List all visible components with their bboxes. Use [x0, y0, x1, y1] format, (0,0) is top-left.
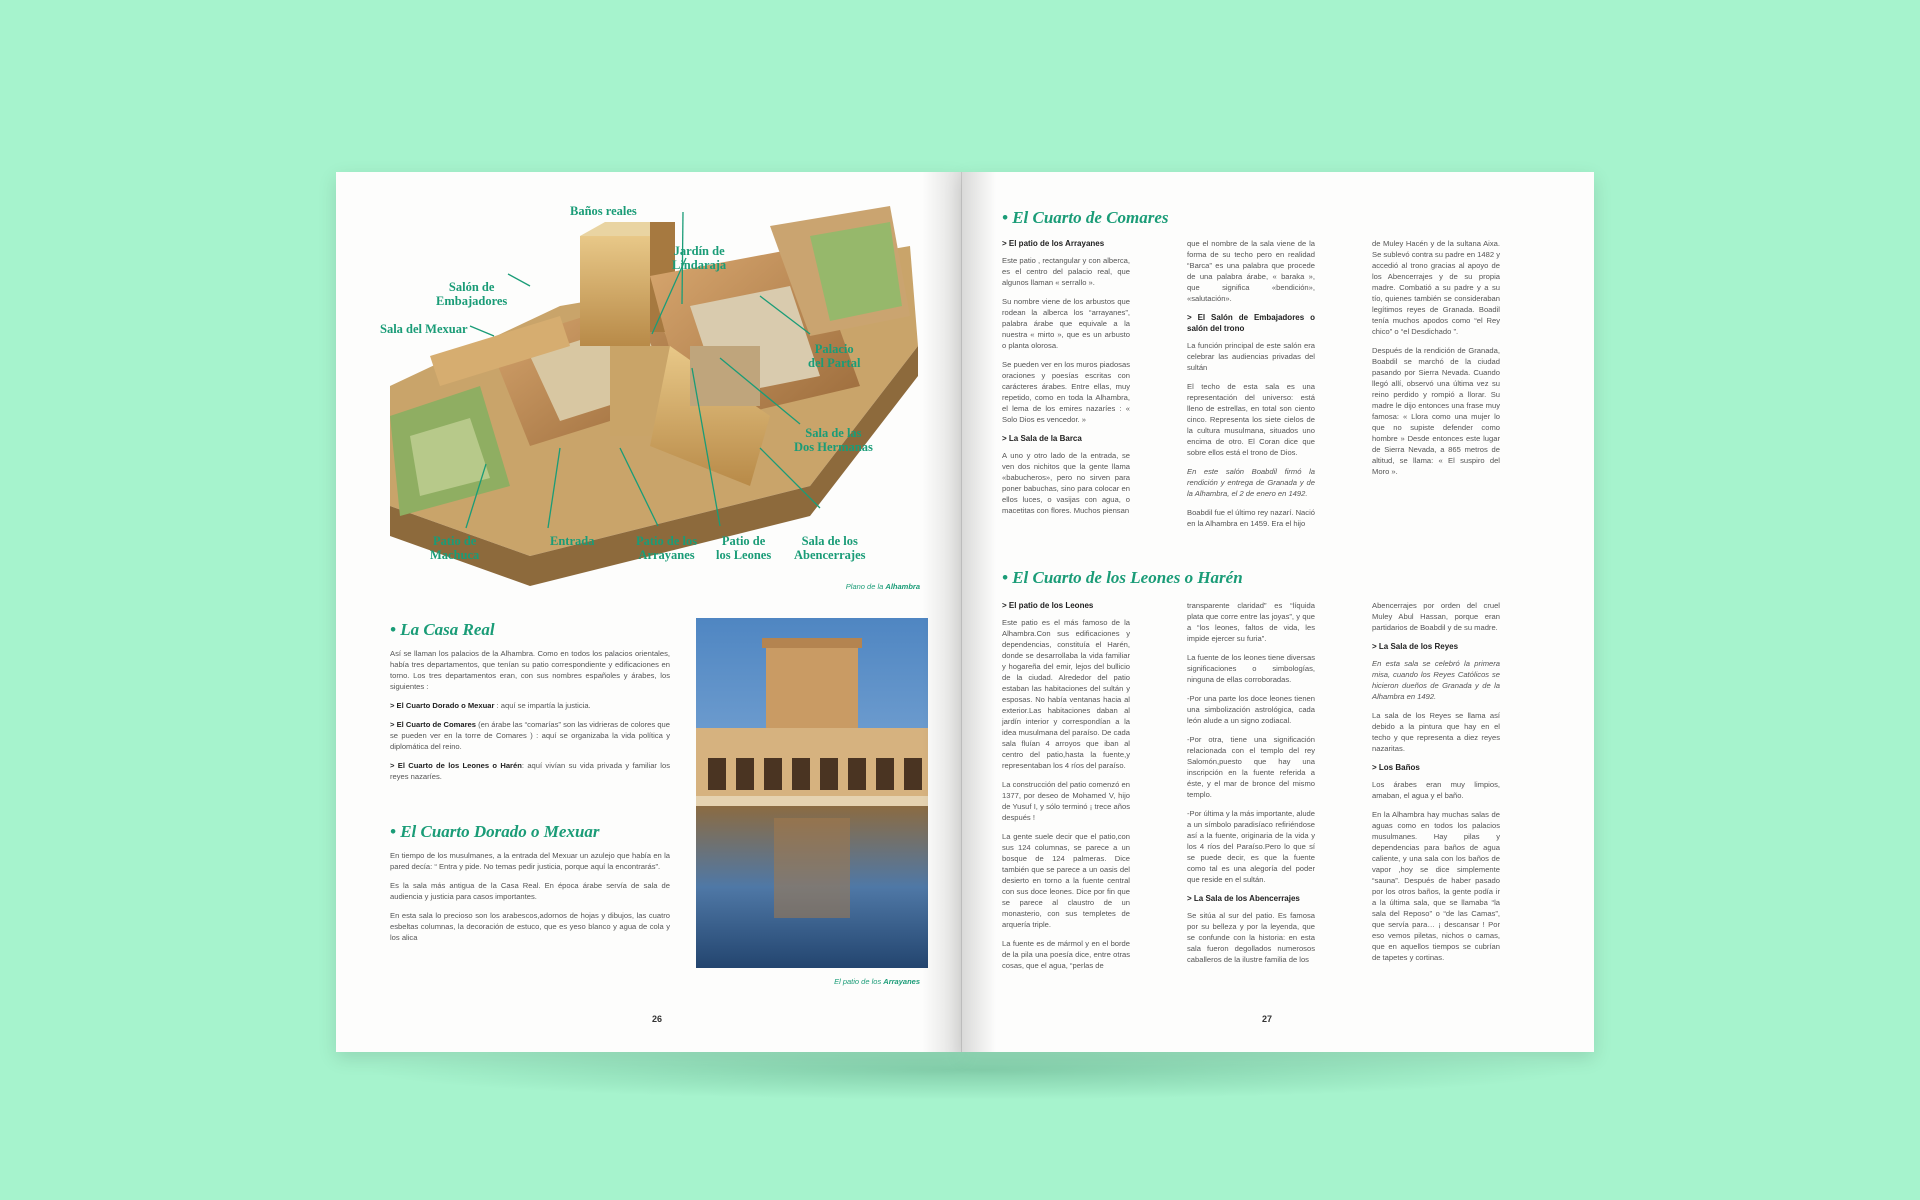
leones-col3-p1: Abencerrajes por orden del cruel Muley Abul Hassan, porque eran partidarios de Boabdil y de su madre. [1372, 601, 1500, 632]
comares-col3-p2: Después de la rendición de Granada, Boabdil se marchó de la ciudad pasando por Sierra Nevada. Cuando llegó allí, observó una última vez su reino perdido y rompió a llorar. Su madre le dijo entonces una frase muy famosa: « Llora como una mujer lo que no supiste defender como hombre » Desde entonces este lugar de Sierra Nevada, a 865 metros de altitud, se llama: « El suspiro del Moro ». [1372, 346, 1500, 476]
comares-col2-p2: La función principal de este salón era celebrar las audiencias privadas del sultán [1187, 341, 1315, 372]
comares-col1-p1: Este patio , rectangular y con alberca, es el centro del palacio real, que algunos llaman « serrallo ». [1002, 256, 1130, 287]
casa-real-heading: • La Casa Real [390, 620, 495, 639]
comares-column-2 [1187, 238, 1315, 537]
leones-col2-p5: -Por última y la más importante, alude a un símbolo paradisíaco refiriéndose así a la fuente, originaria de la vida y los 4 ríos del Paraíso.Pero lo que sí se puede decir, es que la fuente como tal es una alegoría del poder que reside en el sultán. [1187, 809, 1315, 884]
photo-caption-bold: Arrayanes [883, 977, 920, 986]
leones-sub-patio: > El patio de los Leones [1002, 601, 1094, 610]
casa-real-item-3 [390, 760, 670, 782]
item-3-bold: > El Cuarto de los Leones o Harén [390, 761, 522, 770]
photo-caption [834, 977, 920, 986]
comares-sub-salon: > El Salón de Embajadores o salón del trono [1187, 313, 1315, 333]
casa-real-intro: Así se llaman los palacios de la Alhambra. Como en todos los palacios orientales, había tres departamentos, que tenían su patio correspondiente y edificaciones en torno. Los tres departamentos eran, con sus nombres españoles y árabes, los siguientes : [390, 649, 670, 691]
page-number-left: 26 [652, 1014, 663, 1024]
patio-arrayanes-picture [696, 618, 928, 968]
cuarto-dorado-section [390, 822, 670, 951]
plan-label-sala-mexuar: Sala del Mexuar [380, 322, 468, 336]
plan-label-sala-abencerrajes: Sala de los Abencerrajes [794, 534, 866, 562]
leones-col1-p1: Este patio es el más famoso de la Alhambra.Con sus edificaciones y dependencias, constituía el Harén, donde se desarrollaba la vida familiar y hogareña del emir, lejos del bullicio de la ciudad. Alrededor del patio estaban las habitaciones del sultán y esposas. No había ventanas hacia al exterior.Las habitaciones daban al jardín interior y correspondían a la idea musulmana del paraíso. De cada sala fluían 4 arroyos que iban al centro del patio,hasta la fuente,y representaban los 4 ríos del paraíso. [1002, 618, 1130, 770]
plan-caption [846, 582, 920, 591]
dorado-paragraph-3: En esta sala lo precioso son los arabescos,adornos de hojas y dibujos, las cuatro esbeltas columnas, la decoración de estuco, que es yeso blanco y agua de cola y los alica [390, 911, 670, 942]
leones-sub-banos: > Los Baños [1372, 763, 1420, 772]
leones-column-2 [1187, 600, 1315, 973]
plan-label-dos-hermanas: Sala de las Dos Hermanas [794, 426, 873, 454]
left-page [336, 172, 962, 1052]
page-number-right: 27 [1262, 1014, 1273, 1024]
leones-sub-abencerrajes: > La Sala de los Abencerrajes [1187, 894, 1300, 903]
leones-col3-p2: En esta sala se celebró la primera misa, cuando los Reyes Católicos se hicieron dueños de Granada y de la Alhambra en 1492. [1372, 659, 1500, 701]
leones-col1-p4: La fuente es de mármol y en el borde de la pila una poesía dice, entre otras cosas, que el agua, “perlas de [1002, 939, 1130, 970]
comares-col3-p1: de Muley Hacén y de la sultana Aixa. Se sublevó contra su padre en 1482 y accedió al trono gracias al apoyo de los Abencerrajes y de su propia madre. Combatió a su padre y a su tío, quienes también se consideraban legítimos reyes de Granada. Boadil tenía muchos apodos como “el Rey chico” o “el Desdichado ”. [1372, 239, 1500, 336]
leones-col2-p1: transparente claridad” es “líquida plata que corre entre las joyas”, y que a “los leones, faltos de vida, les impide ejercer su furia”. [1187, 601, 1315, 643]
plan-caption-prefix: Plano de la [845, 582, 884, 591]
comares-col1-p2: Su nombre viene de los arbustos que rodean la alberca los “arrayanes”, palabra árabe que equivale a la nuestra « mirto », que es un arbusto o planta olorosa. [1002, 297, 1130, 350]
comares-col2-p5: Boabdil fue el último rey nazarí. Nació en la Alhambra en 1459. Era el hijo [1187, 508, 1315, 528]
item-1-text: : aquí se impartía la justicia. [494, 701, 591, 710]
casa-real-item-2 [390, 719, 670, 752]
plan-label-palacio-partal: Palacio del Partal [808, 342, 861, 370]
leones-col2-p2: La fuente de los leones tiene diversas significaciones o simbologías, ninguna de ellas corroboradas. [1187, 653, 1315, 684]
comares-heading: • El Cuarto de Comares [1002, 208, 1169, 227]
comares-col2-p4: En este salón Boabdil firmó la rendición y entrega de Granada y de la Alhambra, el 2 de enero en 1492. [1187, 467, 1315, 498]
plan-caption-bold: Alhambra [885, 582, 920, 591]
comares-col2-p1: que el nombre de la sala viene de la forma de su techo pero en realidad “Barca” es una palabra que procede de una palabra árabe, « baraka », que significa «bendición», «salutación». [1187, 239, 1315, 303]
cuarto-dorado-heading: • El Cuarto Dorado o Mexuar [390, 822, 600, 841]
plan-label-jardin-lindaraja: Jardín de Lindaraja [672, 244, 727, 272]
leones-col1-p3: La gente suele decir que el patio,con sus 124 columnas, se parece a un bosque de 124 palmeras. Dice también que se parece a un oasis del desierto en torno a la fuente central con sus doce leones. Dice por fin que se parece al claustro de un monasterio, con sus templetes de arquería triple. [1002, 832, 1130, 929]
item-1-bold: > El Cuarto Dorado o Mexuar [390, 701, 495, 710]
comares-sub-arrayanes: > El patio de los Arrayanes [1002, 239, 1105, 248]
leones-sub-reyes: > La Sala de los Reyes [1372, 642, 1459, 651]
item-2-text: (en árabe las “comarías” son las vidrieras de colores que se pueden ver en la torre de Comares ) : aquí se organizaba la vida política y diplomática del reino. [390, 720, 670, 751]
plan-label-banos-reales: Baños reales [570, 204, 637, 218]
alhambra-plan-illustration [380, 186, 918, 596]
photo-caption-prefix: El patio de los [834, 977, 882, 986]
leones-heading: • El Cuarto de los Leones o Harén [1002, 568, 1243, 587]
plan-label-patio-arrayanes: Patio de los Arrayanes [636, 534, 698, 562]
leones-col2-p6: Se sitúa al sur del patio. Es famosa por su belleza y por la leyenda, que se confunde con la historia: en esta sala fueron degollados numerosos caballeros de la ilustre familia de los [1187, 911, 1315, 964]
dorado-paragraph-1: En tiempo de los musulmanes, a la entrada del Mexuar un azulejo que había en la pared decía: “ Entra y pide. No temas pedir justicia, porque aquí la encontrarás”. [390, 851, 670, 871]
comares-col1-p4: A uno y otro lado de la entrada, se ven dos nichitos que la gente llama «babucheros», pero no sirven para poner babuchas, sino para colocar en ellos luces, o vasijas con agua, o macetitas con flores. Muchos piensan [1002, 451, 1130, 515]
plan-label-entrada: Entrada [550, 534, 595, 548]
plan-label-patio-machuca: Patio de Machuca [430, 534, 480, 562]
comares-sub-barca: > La Sala de la Barca [1002, 434, 1082, 443]
comares-column-1 [1002, 238, 1130, 524]
casa-real-body [390, 648, 670, 782]
casa-real-section [390, 620, 670, 790]
comares-col2-p3: El techo de esta sala es una representación del universo: está lleno de estrellas, en total son ciento cinco. Representa los siete cielos de la cultura musulmana, situados uno encima de otro. El Coran dice que sobre ellos está el trono de Dios. [1187, 382, 1315, 457]
comares-column-3 [1372, 238, 1500, 485]
leones-col3-p3: La sala de los Reyes se llama así debido a la pintura que hay en el techo y que representa a diez reyes nazaritas. [1372, 711, 1500, 753]
comares-col1-p3: Se pueden ver en los muros piadosas oraciones y poesías escritas con carácteres árabes. Entre ellas, muy repetido, como en toda la Alhambra, el lema de los emires nazaríes : « Solo Dios es vencedor. » [1002, 360, 1130, 424]
leones-column-3 [1372, 600, 1500, 971]
patio-arrayanes-photo [696, 618, 928, 968]
right-page [962, 172, 1594, 1052]
cuarto-dorado-body [390, 850, 670, 943]
leones-column-1 [1002, 600, 1130, 979]
item-3-text: : aquí vivían su vida privada y familiar los reyes nazaríes. [390, 761, 670, 781]
item-2-bold: > El Cuarto de Comares [390, 720, 476, 729]
plan-label-salon-embajadores: Salón de Embajadores [436, 280, 508, 308]
leones-col1-p2: La construcción del patio comenzó en 1377, por deseo de Mohamed V, hijo de Yusuf I, y sólo terminó ¡ trece años después ! [1002, 780, 1130, 822]
leones-col2-p3: -Por una parte los doce leones tienen una simbolización astrológica, cada león alude a un signo zodiacal. [1187, 694, 1315, 725]
leones-col3-p5: En la Alhambra hay muchas salas de aguas como en todos los palacios musulmanes. Hay pilas y dependencias para baños de agua caliente, y una sala con los baños de vapor ,hoy se dice simplemente “sauna”. Después de haber pasado por los otros baños, la gente podía ir a la última sala, que se llamaba “la sala del Reposo” o “de las Camas”, que servía para… ¡ descansar ! Por eso vemos piletas, nichos o camas, que en aquellos tiempos se cubrían de tapetes y cortinas. [1372, 810, 1500, 962]
leones-col3-p4: Los árabes eran muy limpios, amaban, el agua y el baño. [1372, 780, 1500, 800]
dorado-paragraph-2: Es la sala más antigua de la Casa Real. En época árabe servía de sala de audiencia y justicia para casos importantes. [390, 881, 670, 901]
casa-real-item-1 [390, 700, 670, 711]
plan-label-patio-leones: Patio de los Leones [716, 534, 772, 562]
leones-col2-p4: -Por otra, tiene una significación relacionada con el templo del rey Salomón,puesto que hay una inscripción en la fuente referida a éste, y el mar de bronce del mismo templo. [1187, 735, 1315, 799]
